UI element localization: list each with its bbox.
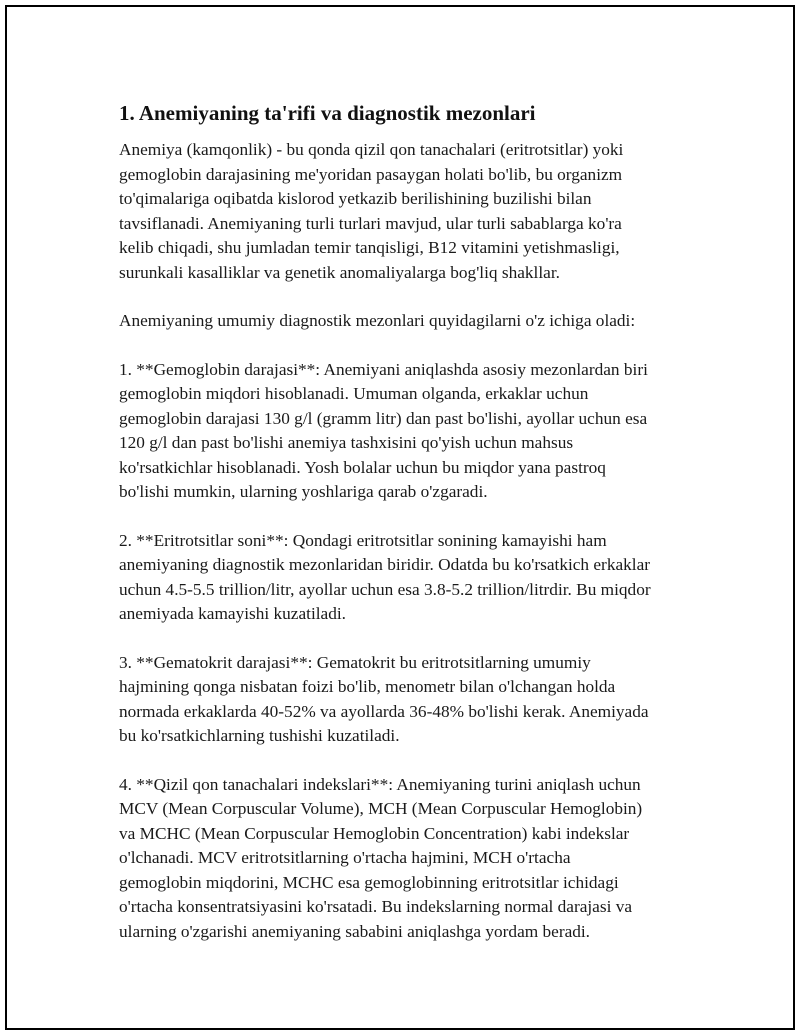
criteria-lead-paragraph: Anemiyaning umumiy diagnostik mezonlari quyidagilarni o'z ichiga oladi:: [119, 311, 636, 330]
criterion-hematocrit: 3. **Gematokrit darajasi**: Gematokrit bu eritrotsitlarning umumiy hajmining qonga nisbatan foizi bo'lib, menometr bilan o'lchangan holda normada erkaklarda 40-52% va ayollarda 36-48% bo'lishi kerak. Anemiyada bu ko'rsatkichlarning tushishi kuzatiladi.: [119, 652, 649, 745]
page-frame: [5, 5, 795, 1030]
document-body: [119, 98, 699, 968]
criterion-rbc-indices: 4. **Qizil qon tanachalari indekslari**: Anemiyaning turini aniqlash uchun MCV (Mean Corpuscular Volume), MCH (Mean Corpuscular Hemoglobin) va MCHC (Mean Corpuscular Hemoglobin Concentration) kabi indekslar o'lchanadi. MCV eritrotsitlarning o'rtacha hajmini, MCH o'rtacha gemoglobin miqdorini, MCHC esa gemoglobinning eritrotsitlar ichidagi o'rtacha konsentratsiyasini ko'rsatadi. Bu indekslarning normal darajasi va ularning o'zgarishi anemiyaning sababini aniqlashga yordam beradi.: [119, 774, 643, 941]
criterion-hemoglobin: 1. **Gemoglobin darajasi**: Anemiyani aniqlashda asosiy mezonlardan biri gemoglobin miqdori hisoblanadi. Umuman olganda, erkaklar uchun gemoglobin darajasi 130 g/l (gramm litr) dan past bo'lishi, ayollar uchun esa 120 g/l dan past bo'lishi anemiya tashxisini qo'yish uchun mahsus ko'rsatkichlar hisoblanadi. Yosh bolalar uchun bu miqdor yana pastroq bo'lishi mumkin, ularning yoshlariga qarab o'zgaradi.: [119, 359, 648, 501]
intro-paragraph: Anemiya (kamqonlik) - bu qonda qizil qon tanachalari (eritrotsitlar) yoki gemoglobin darajasining me'yoridan pasaygan holati bo'lib, bu organizm to'qimalariga oqibatda kislorod yetkazib berilishining buzilishi bilan tavsiflanadi. Anemiyaning turli turlari mavjud, ular turli sabablarga ko'ra kelib chiqadi, shu jumladan temir tanqisligi, B12 vitamini yetishmasligi, surunkali kasalliklar va genetik anomaliyalarga bog'liq shakllar.: [119, 140, 624, 282]
criterion-erythrocytes: 2. **Eritrotsitlar soni**: Qondagi eritrotsitlar sonining kamayishi ham anemiyaning diagnostik mezonlaridan biridir. Odatda bu ko'rsatkich erkaklar uchun 4.5-5.5 trillion/litr, ayollar uchun esa 3.8-5.2 trillion/litrdir. Bu miqdor anemiyada kamayishi kuzatiladi.: [119, 530, 651, 623]
section-heading: 1. Anemiyaning ta'rifi va diagnostik mezonlari: [119, 101, 536, 125]
